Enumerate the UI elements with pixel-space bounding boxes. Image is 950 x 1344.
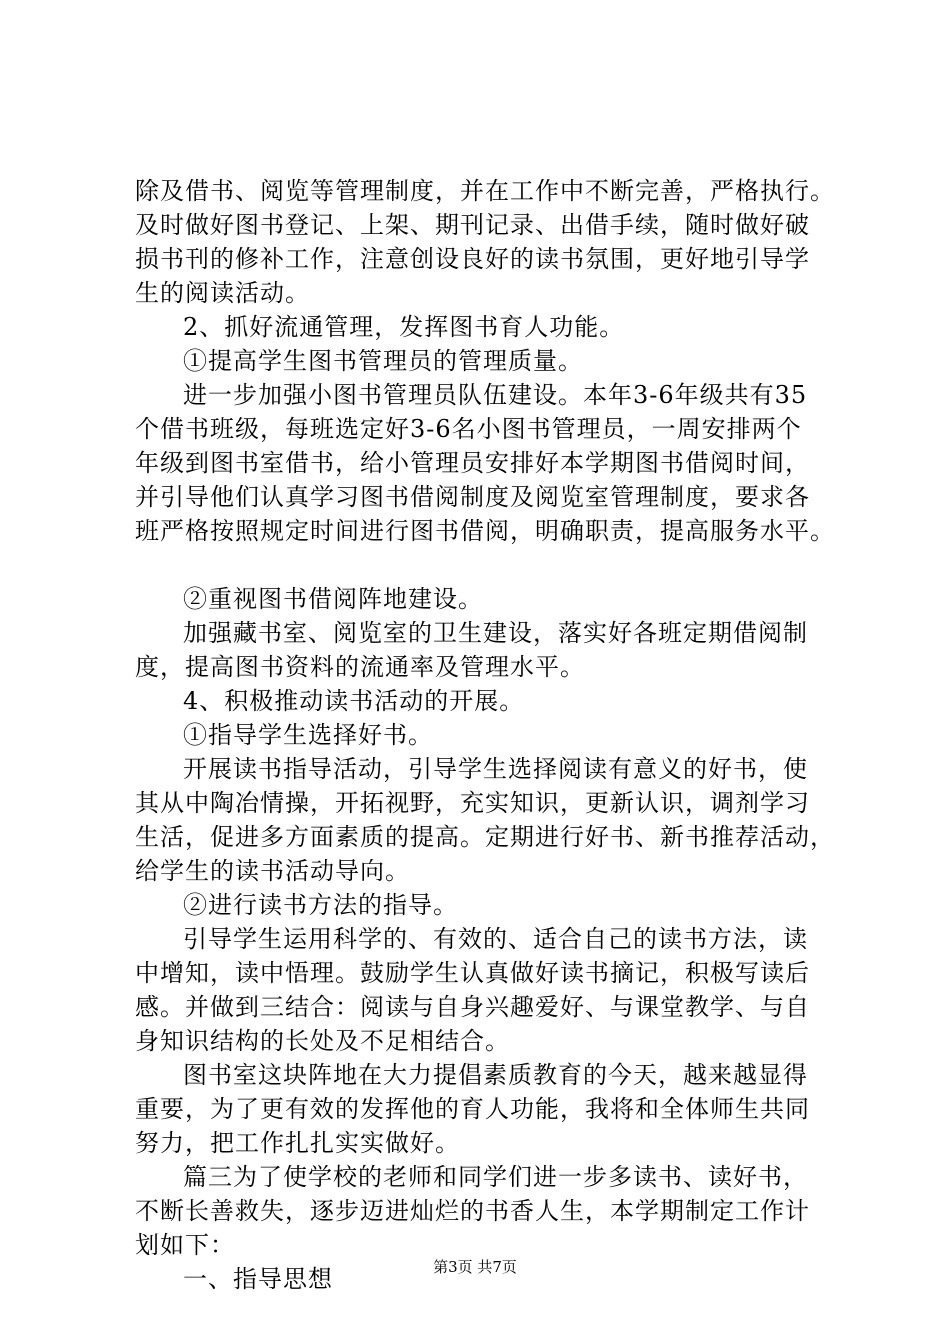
subsection-heading: ①指导学生选择好书。: [183, 721, 433, 749]
text-line: 身知识结构的长处及不足相结合。: [135, 1027, 510, 1055]
text-line: 进一步加强小图书管理员队伍建设。本年3-6年级共有35: [183, 381, 808, 409]
text-line: 个借书班级，每班选定好3-6名小图书管理员，一周安排两个: [135, 415, 802, 443]
text-line: 度，提高图书资料的流通率及管理水平。: [135, 653, 585, 681]
text-line: 重要，为了更有效的发挥他的育人功能，我将和全体师生共同: [135, 1095, 810, 1123]
text-line: 给学生的读书活动导向。: [135, 857, 410, 885]
text-line: 感。并做到三结合：阅读与自身兴趣爱好、与课堂教学、与自: [135, 993, 810, 1021]
text-line: 并引导他们认真学习图书借阅制度及阅览室管理制度，要求各: [135, 483, 810, 511]
subsection-heading: ①提高学生图书管理员的管理质量。: [183, 347, 583, 375]
text-line: 生活，促进多方面素质的提高。定期进行好书、新书推荐活动，: [135, 823, 835, 851]
text-line: 努力，把工作扎扎实实做好。: [135, 1129, 460, 1157]
text-line: 图书室这块阵地在大力提倡素质教育的今天，越来越显得: [183, 1061, 808, 1089]
text-line: 引导学生运用科学的、有效的、适合自己的读书方法，读: [183, 925, 808, 953]
text-line: 除及借书、阅览等管理制度，并在工作中不断完善，严格执行。: [135, 177, 835, 205]
text-line: 开展读书指导活动，引导学生选择阅读有意义的好书，使: [183, 755, 808, 783]
text-line: 班严格按照规定时间进行图书借阅，明确职责，提高服务水平。: [135, 517, 835, 545]
body-text: [135, 174, 835, 1296]
section-heading: 一、指导思想: [183, 1265, 333, 1293]
text-line: 生的阅读活动。: [135, 279, 310, 307]
subsection-heading: ②进行读书方法的指导。: [183, 891, 458, 919]
text-line: 中增知，读中悟理。鼓励学生认真做好读书摘记，积极写读后: [135, 959, 810, 987]
text-line: 其从中陶冶情操，开拓视野，充实知识，更新认识，调剂学习: [135, 789, 810, 817]
text-line: 损书刊的修补工作，注意创设良好的读书氛围，更好地引导学: [135, 245, 810, 273]
blank-line: [135, 548, 835, 582]
text-line: 及时做好图书登记、上架、期刊记录、出借手续，随时做好破: [135, 211, 810, 239]
text-line: 年级到图书室借书，给小管理员安排好本学期图书借阅时间，: [135, 449, 810, 477]
text-line: 不断长善救失，逐步迈进灿烂的书香人生，本学期制定工作计: [135, 1197, 810, 1225]
page-number: 第3页 共7页: [433, 1258, 517, 1276]
section-heading: 2、抓好流通管理，发挥图书育人功能。: [183, 313, 625, 341]
text-line: 划如下：: [135, 1231, 235, 1259]
text-line: 加强藏书室、阅览室的卫生建设，落实好各班定期借阅制: [183, 619, 808, 647]
text-line: 篇三为了使学校的老师和同学们进一步多读书、读好书，: [183, 1163, 808, 1191]
subsection-heading: ②重视图书借阅阵地建设。: [183, 585, 483, 613]
section-heading: 4、积极推动读书活动的开展。: [183, 687, 525, 715]
